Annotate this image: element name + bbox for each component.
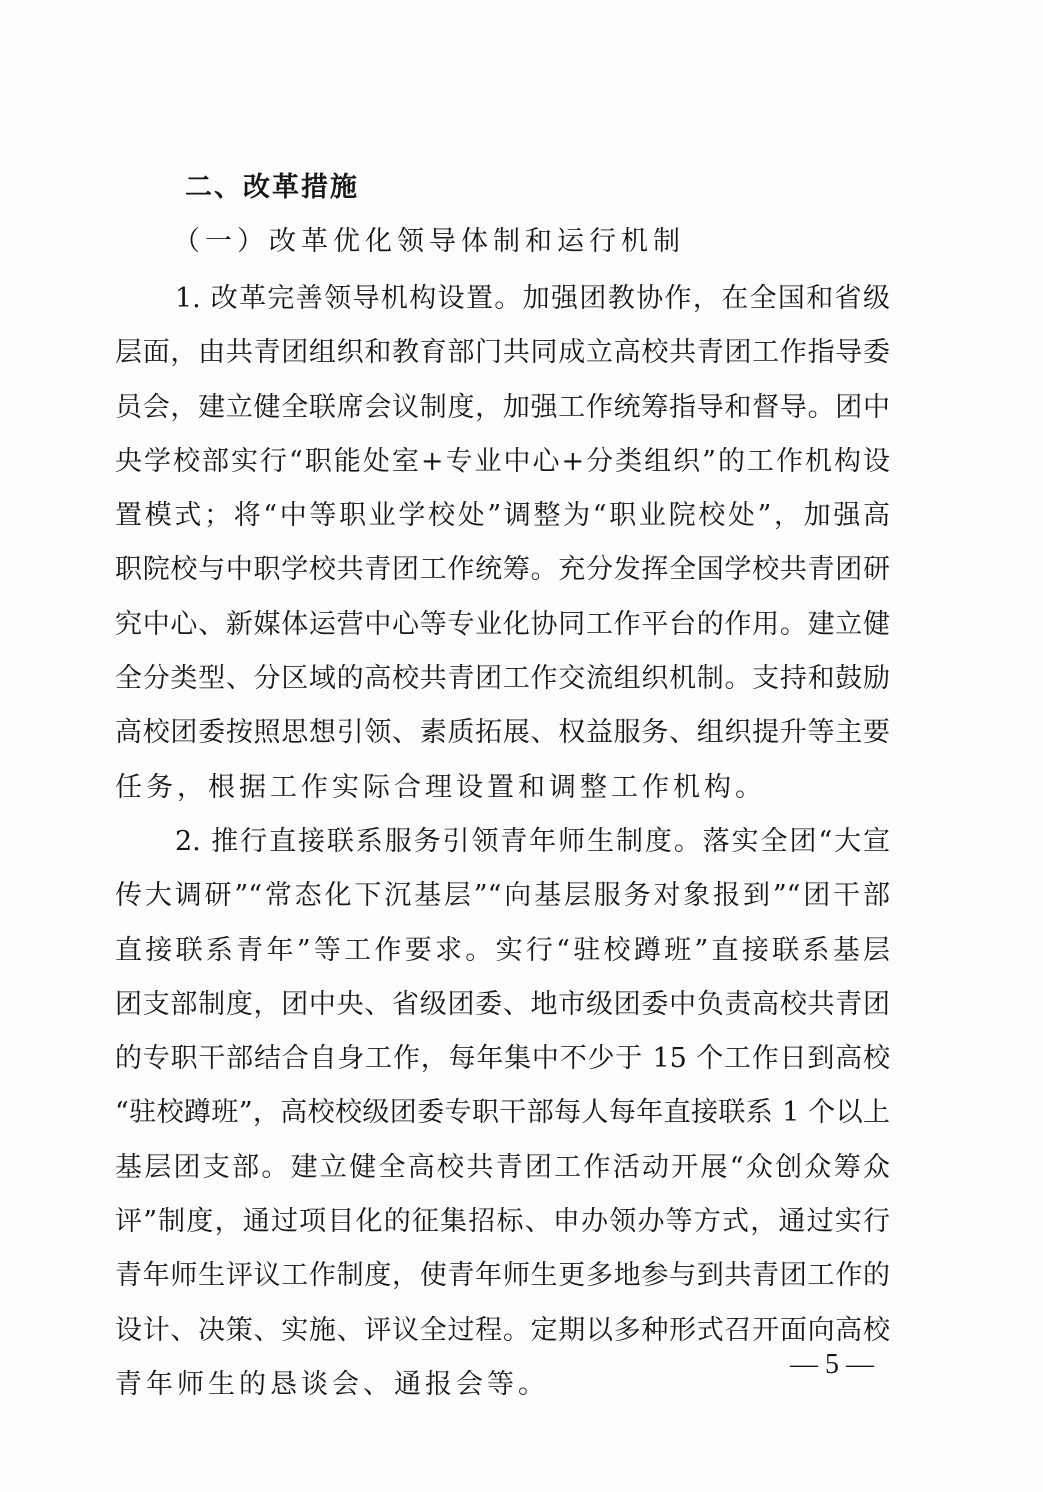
section-heading: 二、改革措施 [185,172,359,203]
text-line: 究中心、新媒体运营中心等专业化协同工作平台的作用。建立健 [115,608,890,640]
text-line: 央学校部实行“职能处室+专业中心+分类组织”的工作机构设 [115,445,890,477]
text-line: 层面，由共青团组织和教育部门共同成立高校共青团工作指导委 [115,337,890,369]
text-line: 高校团委按照思想引领、素质拓展、权益服务、组织提升等主要 [115,717,890,749]
body-text [115,272,890,1412]
text-line: 职院校与中职学校共青团工作统筹。充分发挥全国学校共青团研 [115,554,890,586]
text-line: 传大调研”“常态化下沉基层”“向基层服务对象报到”“团干部 [115,880,890,912]
text-line: 员会，建立健全联席会议制度，加强工作统筹指导和督导。团中 [115,391,890,423]
page-number: — 5 — [790,1349,874,1380]
text-line: 1. 改革完善领导机构设置。加强团教协作，在全国和省级 [175,283,890,314]
subsection-heading: （一）改革优化领导体制和运行机制 [173,226,685,257]
text-line: 2. 推行直接联系服务引领青年师生制度。落实全团“大宣 [175,825,890,857]
text-line: 任务，根据工作实际合理设置和调整工作机构。 [115,771,766,803]
text-line: 青年师生的恳谈会、通报会等。 [115,1368,549,1400]
text-line: 设计、决策、实施、评议全过程。定期以多种形式召开面向高校 [115,1314,890,1346]
paragraph-1 [115,272,890,815]
text-line: 全分类型、分区域的高校共青团工作交流组织机制。支持和鼓励 [115,663,890,695]
text-line: 直接联系青年”等工作要求。实行“驻校蹲班”直接联系基层 [115,934,890,966]
text-line: 评”制度，通过项目化的征集招标、申办领办等方式，通过实行 [115,1206,890,1238]
text-line: 的专职干部结合自身工作，每年集中不少于 15 个工作日到高校 [115,1043,890,1075]
text-line: “驻校蹲班”，高校校级团委专职干部每人每年直接联系 1 个以上 [115,1097,890,1129]
text-line: 团支部制度，团中央、省级团委、地市级团委中负责高校共青团 [115,988,890,1020]
text-line: 青年师生评议工作制度，使青年师生更多地参与到共青团工作的 [115,1260,890,1292]
text-line: 基层团支部。建立健全高校共青团工作活动开展“众创众筹众 [115,1151,890,1183]
text-line: 置模式；将“中等职业学校处”调整为“职业院校处”，加强高 [115,500,890,532]
paragraph-2 [115,815,890,1412]
